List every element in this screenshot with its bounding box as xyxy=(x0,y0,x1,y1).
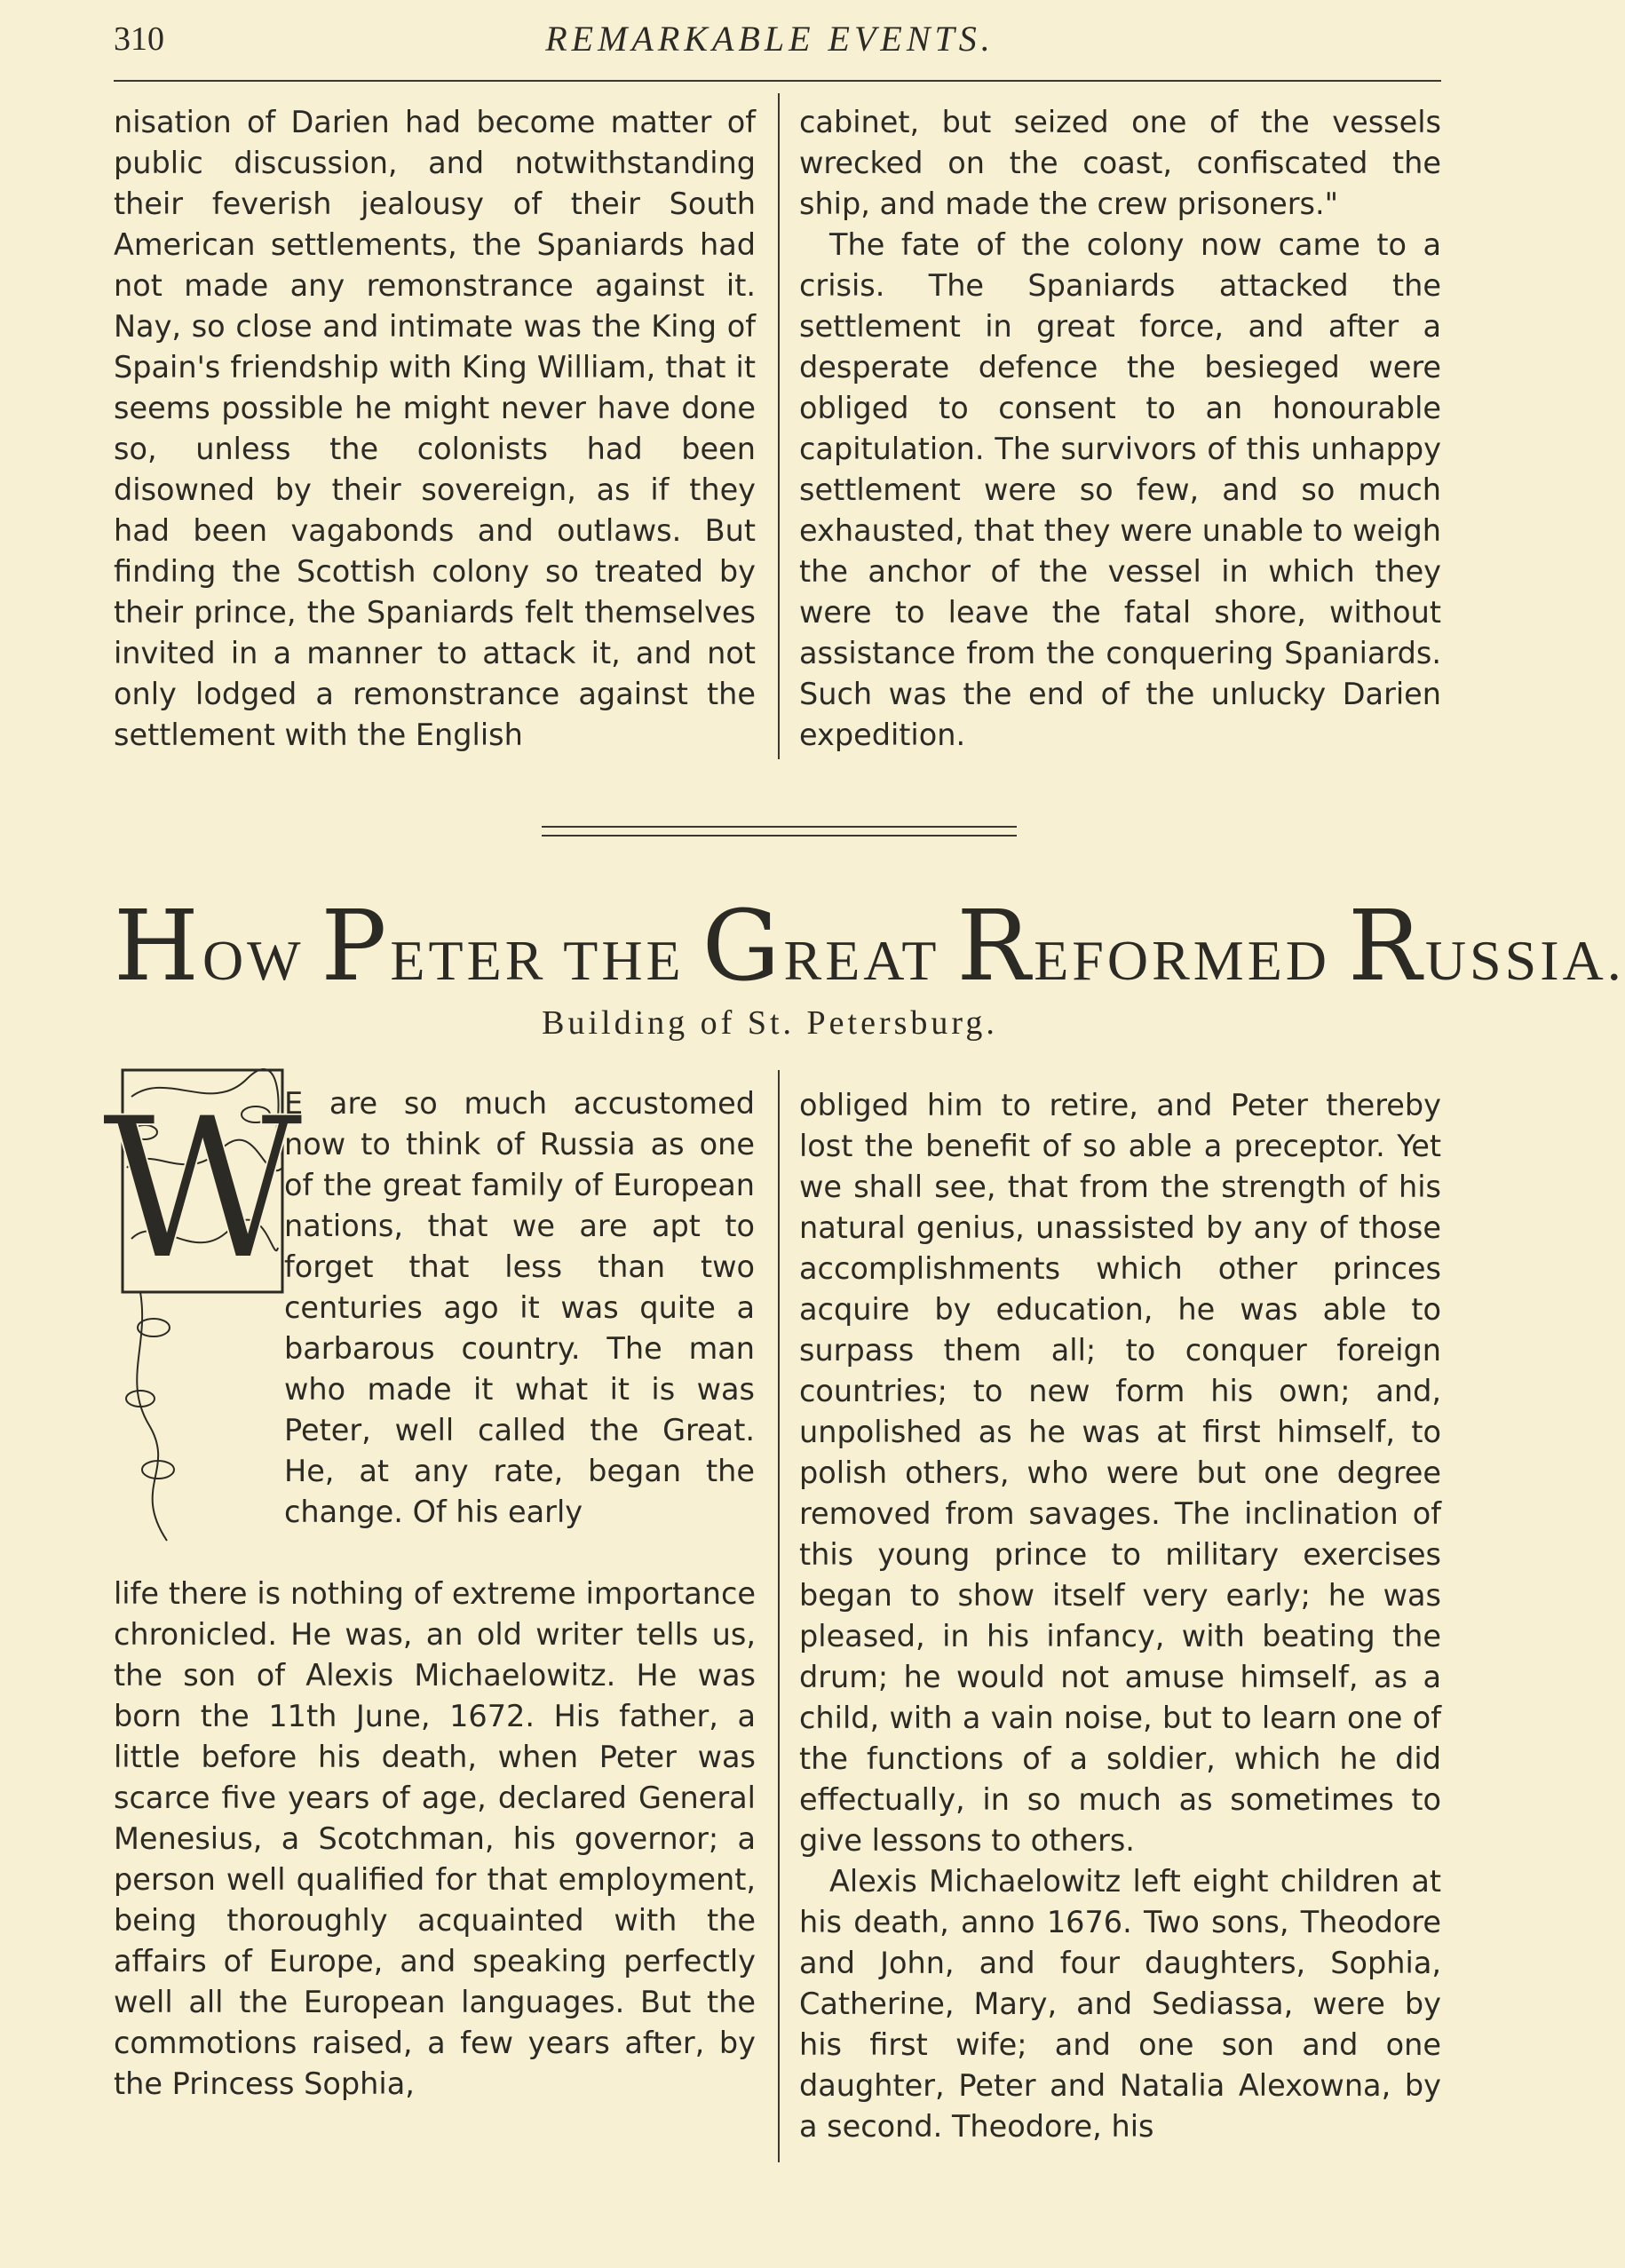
title-word-3 xyxy=(702,889,939,1003)
dropcap-paragraph: E are so much accustomed now to think of Russia as one of the great family of European nations, that we are apt to forget that less than two centuries ago it was quite a barbarous country. The man who made it what it is was Peter, well called the Great. He, at any rate, began the change. Of his early xyxy=(284,1086,755,1529)
chapter-subtitle: Building of St. Petersburg. xyxy=(542,1004,998,1042)
bottom-left-paragraph: life there is nothing of extreme importance chronicled. He was, an old writer tells us, the son of Alexis Michaelowitz. He was born the 11th June, 1672. His father, a little before his death, when Peter was scarce five years of age, declared General Menesius, a Scotchman, his governor; a person well qualified for that employment, being thoroughly acquainted with the affairs of Europe, and speaking perfectly well all the European languages. But the commotions raised, a few years after, by the Princess Sophia, xyxy=(114,1576,756,2101)
title-initial: R xyxy=(1348,889,1425,1003)
chapter-title xyxy=(114,889,1625,1003)
bottom-left-column xyxy=(114,1574,756,2105)
ornamental-dropcap-w xyxy=(101,1061,304,1558)
header-rule xyxy=(114,80,1441,82)
top-right-paragraph-2: The fate of the colony now came to a crisis. The Spaniards attacked the settlement in great force, and after a desperate defence the besieged were obliged to consent to an honourable capitulation. The survivors of this unhappy settlement were so few, and so much exhausted, that they were unable to weigh the anchor of the vessel in which they were to leave the fatal shore, without assistance from the conquering Spaniards. Such was the end of the unlucky Darien expedition. xyxy=(799,227,1441,752)
title-word-1 xyxy=(321,889,547,1003)
column-rule-top xyxy=(778,93,780,759)
top-right-column xyxy=(799,102,1441,756)
dropcap-letter: W xyxy=(101,1075,304,1303)
top-right-paragraph-1: cabinet, but seized one of the vessels wrecked on the coast, confiscated the ship, and made the crew prisoners." xyxy=(799,105,1441,221)
title-initial: P xyxy=(321,889,391,1003)
dropcap-wrapped-text xyxy=(284,1083,755,1533)
title-rest: REAT xyxy=(783,929,939,992)
title-rest: USSIA. xyxy=(1424,929,1625,992)
bottom-right-paragraph-1: obliged him to retire, and Peter thereby lost the benefit of so able a preceptor. Yet we shall see, that from the strength of his natural genius, unassisted by any of those accomplishments which other princes acquire by education, he was able to surpass them all; to conquer foreign countries; to new form his own; and, unpolished as he was at first himself, to polish others, who were but one degree removed from savages. The inclination of this young prince to military exercises began to show itself very early; he was pleased, in his infancy, with beating the drum; he would not amuse himself, as a child, with a vain noise, but to learn one of the functions of a soldier, which he did effectually, in so much as sometimes to give lessons to others. xyxy=(799,1088,1441,1858)
title-initial: R xyxy=(956,889,1034,1003)
title-initial: G xyxy=(702,889,784,1003)
title-rest: OW xyxy=(202,929,304,992)
bottom-right-paragraph-2: Alexis Michaelowitz left eight children at his death, anno 1676. Two sons, Theodore and John, and four daughters, Sophia, Catherine, Mary, and Sediassa, were by his first wife; and one son and one daughter, Peter and Natalia Alexowna, by a second. Theodore, his xyxy=(799,1864,1441,2144)
title-word-5 xyxy=(1348,889,1625,1003)
title-rest: ETER xyxy=(390,929,547,992)
top-left-paragraph: nisation of Darien had become matter of public discussion, and notwithstanding their feverish jealousy of their South American settlements, the Spaniards had not made any remonstrance against it. Nay, so close and intimate was the King of Spain's friendship with King William, that it seems possible he might never have done so, unless the colonists had been disowned by their sovereign, as if they had been vagabonds and outlaws. But finding the Scottish colony so treated by their prince, the Spaniards felt themselves invited in a manner to attack it, and not only lodged a remonstrance against the settlement with the English xyxy=(114,105,756,752)
title-rest: EFORMED xyxy=(1034,929,1330,992)
section-separator-lower xyxy=(542,835,1017,837)
running-title: REMARKABLE EVENTS. xyxy=(545,19,995,59)
title-word-4 xyxy=(956,889,1330,1003)
column-rule-bottom xyxy=(778,1070,780,2162)
title-initial: H xyxy=(114,889,202,1003)
title-word-0 xyxy=(114,889,304,1003)
bottom-right-column xyxy=(799,1085,1441,2147)
page-number: 310 xyxy=(114,20,164,58)
title-word-2: THE xyxy=(563,929,685,992)
top-left-column xyxy=(114,102,756,756)
section-separator-upper xyxy=(542,826,1017,828)
